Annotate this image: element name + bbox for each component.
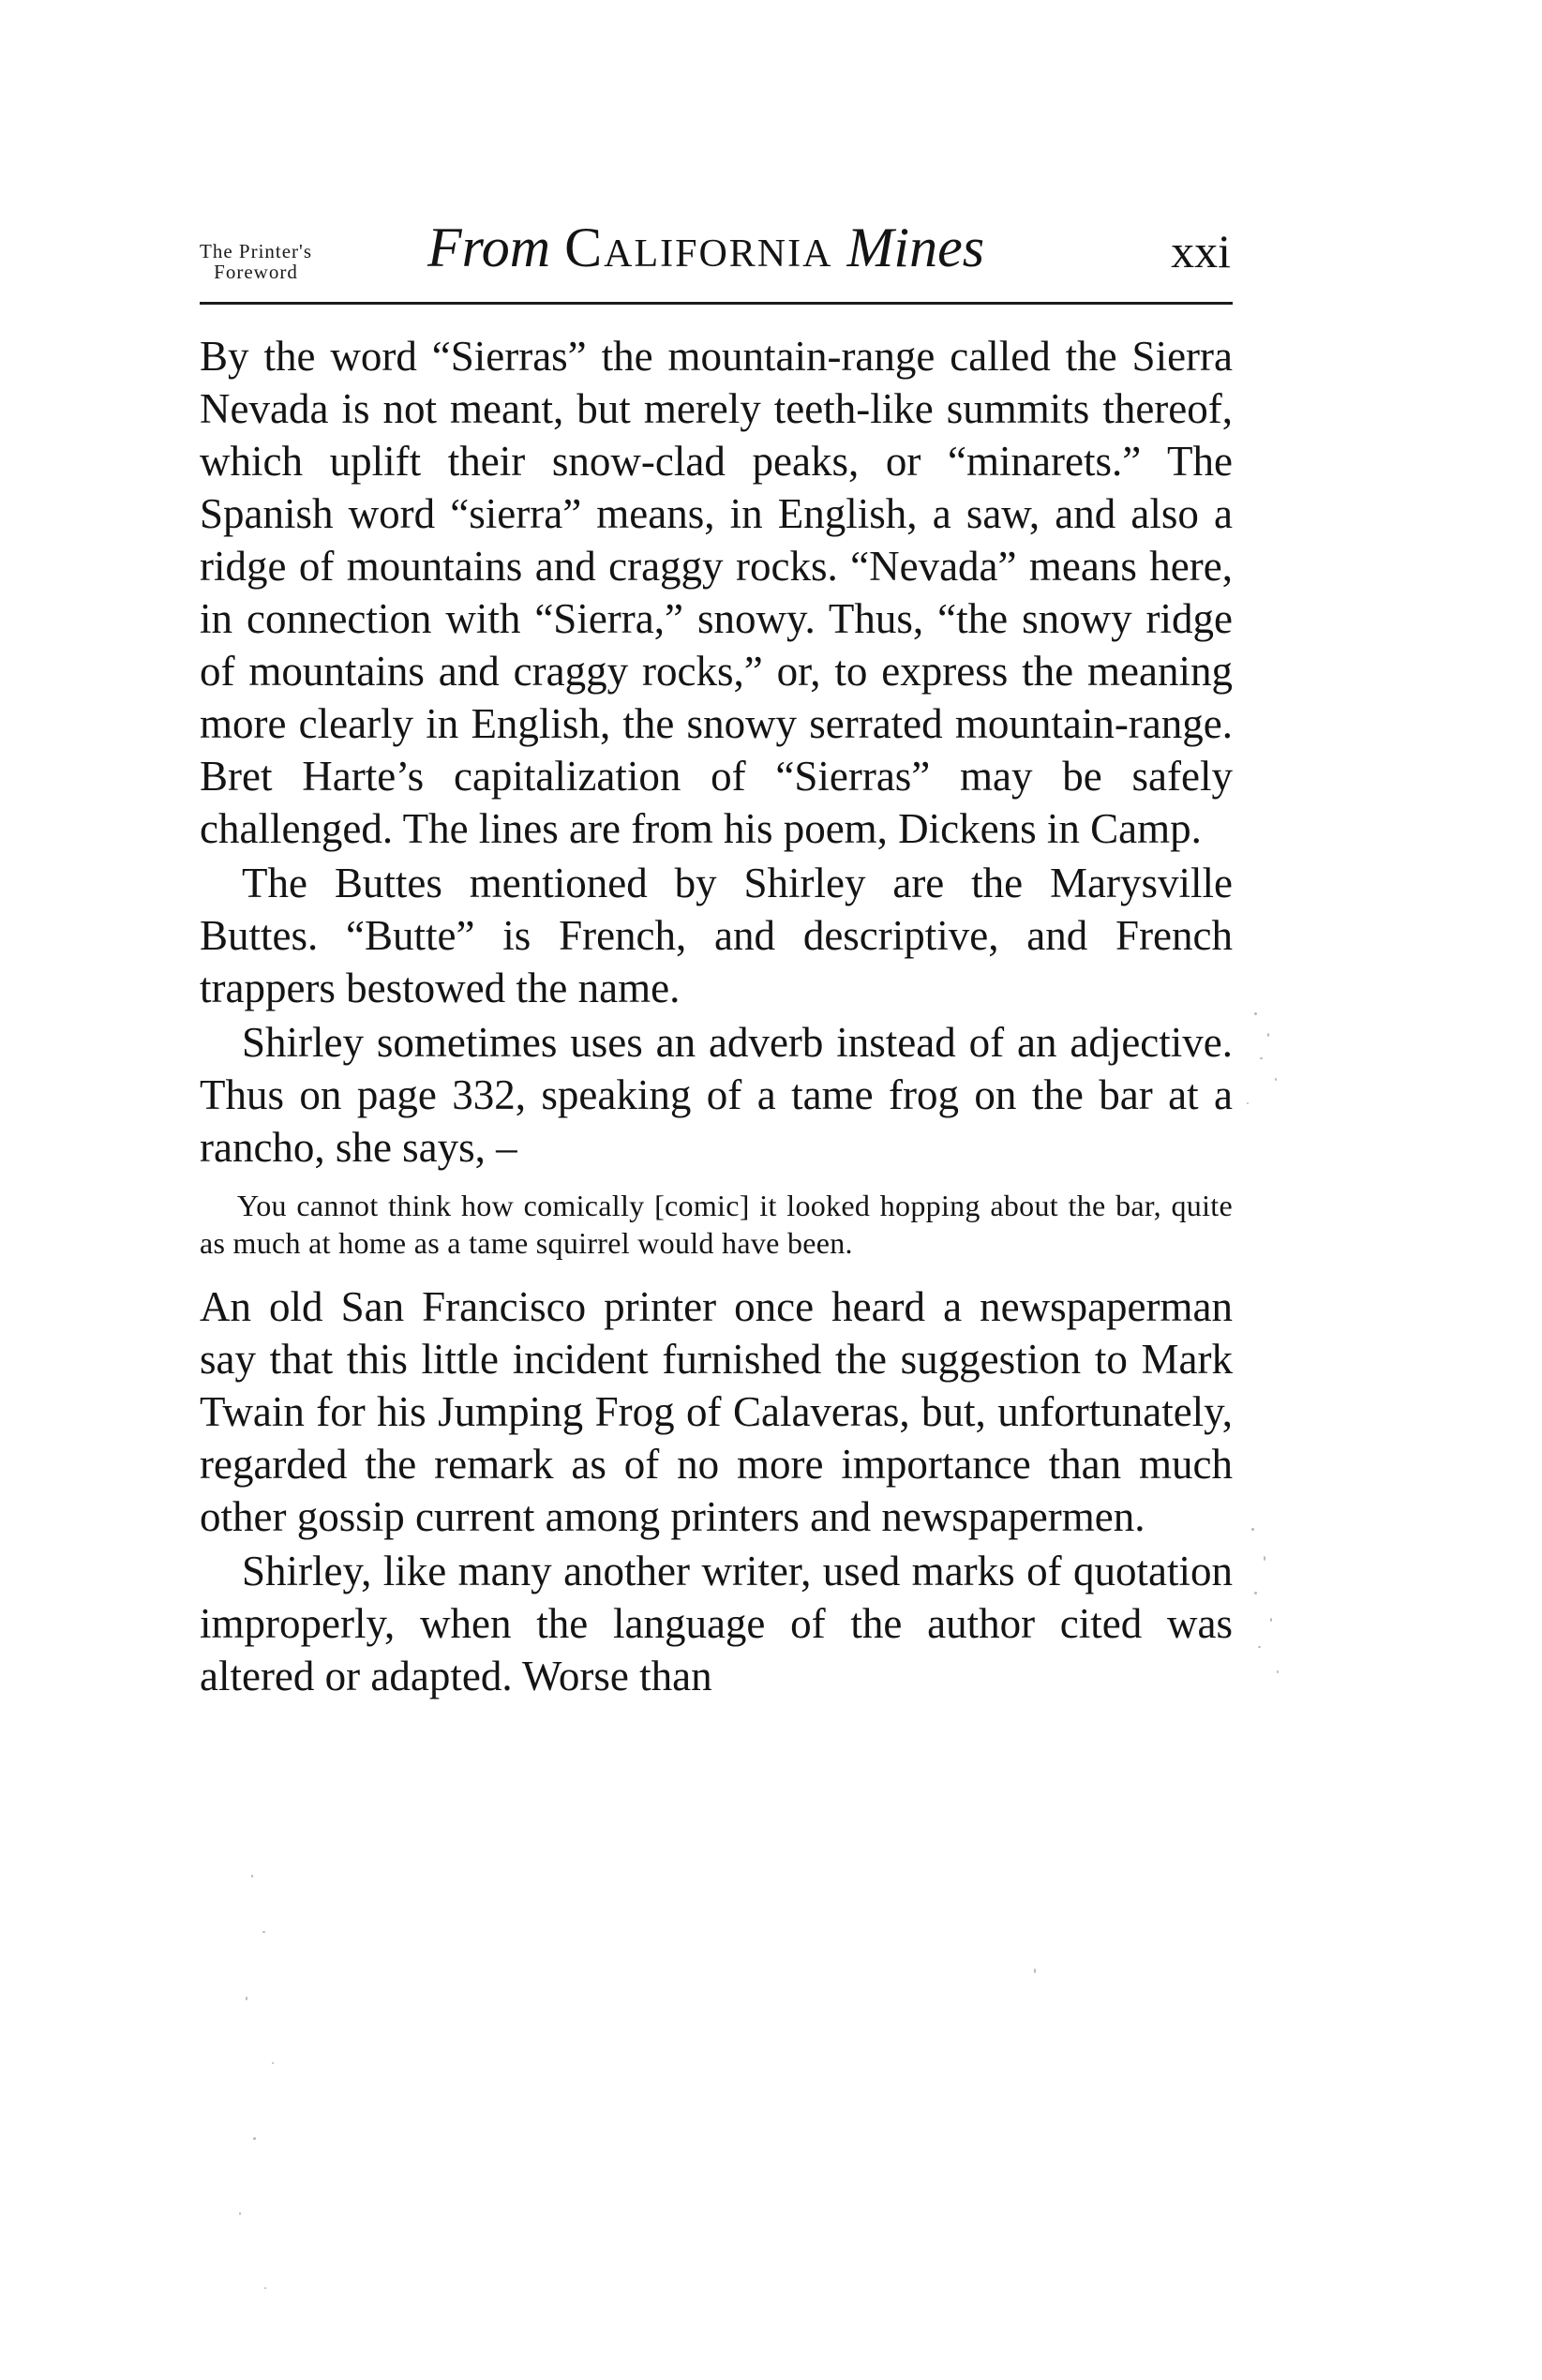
section-label [200, 240, 312, 283]
paragraph-printer: An old San Francisco printer once heard a newspaperman say that this little incident furnished the suggestion to Mark Twain for his Jumping Frog of Calaveras, but, unfortunately, regarded the remark as of no more importance than much other gossip current among printers and newspapermen. [200, 1283, 1233, 1540]
section-label-line2: Foreword [214, 261, 298, 283]
section-label-line1: The Printer's [200, 240, 313, 262]
body-text [200, 330, 1233, 1702]
header-rule [200, 302, 1233, 305]
paragraph-sierras: By the word “Sierras” the mountain-range called the Sierra Nevada is not meant, but merely teeth-like summits thereof, which uplift their snow-clad peaks, or “minarets.” The Spanish word “sierra” means, in English, a saw, and also a ridge of mountains and craggy rocks. “Nevada” means here, in connection with “Sierra,” snowy. Thus, “the snowy ridge of mountains and craggy rocks,” or, to express the meaning more clearly in English, the snowy serrated mountain-range. Bret Harte’s capitalization of “Sierras” may be safely challenged. The lines are from his poem, Dickens in Camp. [200, 333, 1233, 852]
page-title [427, 214, 984, 281]
page-title-from: From [427, 217, 551, 278]
paragraph-buttes: The Buttes mentioned by Shirley are the Marysville Buttes. “Butte” is French, and descriptive, and French trappers bestowed the name. [200, 860, 1233, 1011]
page-number: xxi [1171, 225, 1231, 277]
page-title-california: California [564, 217, 833, 278]
paragraph-quotation-marks: Shirley, like many another writer, used marks of quotation improperly, when the language of the author cited was altered or adapted. Worse than [200, 1548, 1233, 1699]
paragraph-adverb: Shirley sometimes uses an adverb instead of an adjective. Thus on page 332, speaking of a tame frog on the bar at a rancho, she says, – [200, 1019, 1233, 1171]
running-head [200, 214, 1233, 281]
block-quote: You cannot think how comically [comic] it looked hopping about the bar, quite as much at home as a tame squirrel would have been. [200, 1189, 1233, 1260]
page-title-mines: Mines [846, 217, 985, 278]
